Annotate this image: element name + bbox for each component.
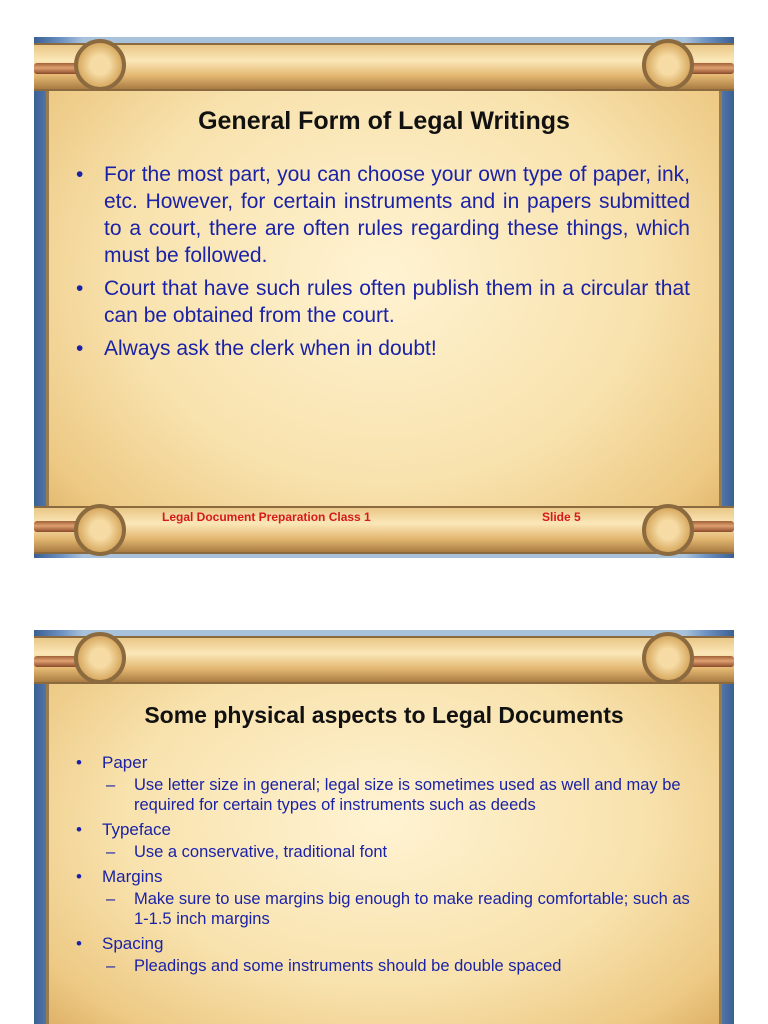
scroll-roll-top	[34, 636, 734, 684]
outline-subtext: Use letter size in general; legal size is sometimes used as well and may be required for certain types of instruments such as deeds	[134, 776, 681, 814]
bullet-text: For the most part, you can choose your own type of paper, ink, etc. However, for certain instruments and in papers submitted to a court, there are often rules regarding these things, which must be followed.	[104, 163, 690, 267]
slide-2	[34, 630, 734, 1024]
scroll-roll-bottom	[34, 506, 734, 554]
dash-icon: –	[106, 843, 116, 861]
scroll-roll-top	[34, 43, 734, 91]
outline-item-margins	[74, 866, 694, 929]
outline-item-spacing	[74, 933, 694, 976]
bullet-item	[74, 335, 690, 362]
outline-subtext: Make sure to use margins big enough to make reading comfortable; such as 1-1.5 inch margins	[134, 890, 690, 928]
outline-label: Margins	[102, 867, 163, 886]
slide-title: Some physical aspects to Legal Documents	[144, 702, 624, 728]
slide-footer-course: Legal Document Preparation Class 1	[162, 510, 371, 524]
outline-label: Paper	[102, 753, 148, 772]
scroll-curl-top-left	[74, 632, 126, 684]
dash-icon: –	[106, 890, 116, 908]
outline-subtext: Use a conservative, traditional font	[134, 843, 388, 861]
outline-subitem	[102, 956, 694, 976]
slide-footer-number: Slide 5	[542, 510, 581, 524]
outline-list	[74, 752, 694, 980]
outline-item-typeface	[74, 819, 694, 862]
bullet-item	[74, 161, 690, 269]
dash-icon: –	[106, 957, 116, 975]
scroll-curl-bottom-left	[74, 504, 126, 556]
scroll-curl-top-left	[74, 39, 126, 91]
outline-subitem	[102, 889, 694, 929]
bullet-icon: •	[76, 934, 82, 953]
dash-icon: –	[106, 776, 116, 794]
bullet-list	[74, 161, 690, 368]
bullet-icon: •	[76, 337, 84, 360]
bullet-icon: •	[76, 753, 82, 772]
bullet-text: Court that have such rules often publish them in a circular that can be obtained from the court.	[104, 277, 690, 327]
bullet-icon: •	[76, 867, 82, 886]
bullet-icon: •	[76, 163, 84, 186]
outline-subitem	[102, 842, 694, 862]
scroll-curl-bottom-right	[642, 504, 694, 556]
outline-item-paper	[74, 752, 694, 815]
scroll-curl-top-right	[642, 39, 694, 91]
bullet-icon: •	[76, 820, 82, 839]
slide-1	[34, 37, 734, 558]
outline-subtext: Pleadings and some instruments should be double spaced	[134, 957, 562, 975]
outline-label: Typeface	[102, 820, 171, 839]
scroll-curl-top-right	[642, 632, 694, 684]
outline-label: Spacing	[102, 934, 164, 953]
bullet-text: Always ask the clerk when in doubt!	[104, 337, 437, 360]
bullet-icon: •	[76, 277, 84, 300]
bullet-item	[74, 275, 690, 329]
slide-title: General Form of Legal Writings	[198, 107, 570, 135]
outline-subitem	[102, 775, 694, 815]
